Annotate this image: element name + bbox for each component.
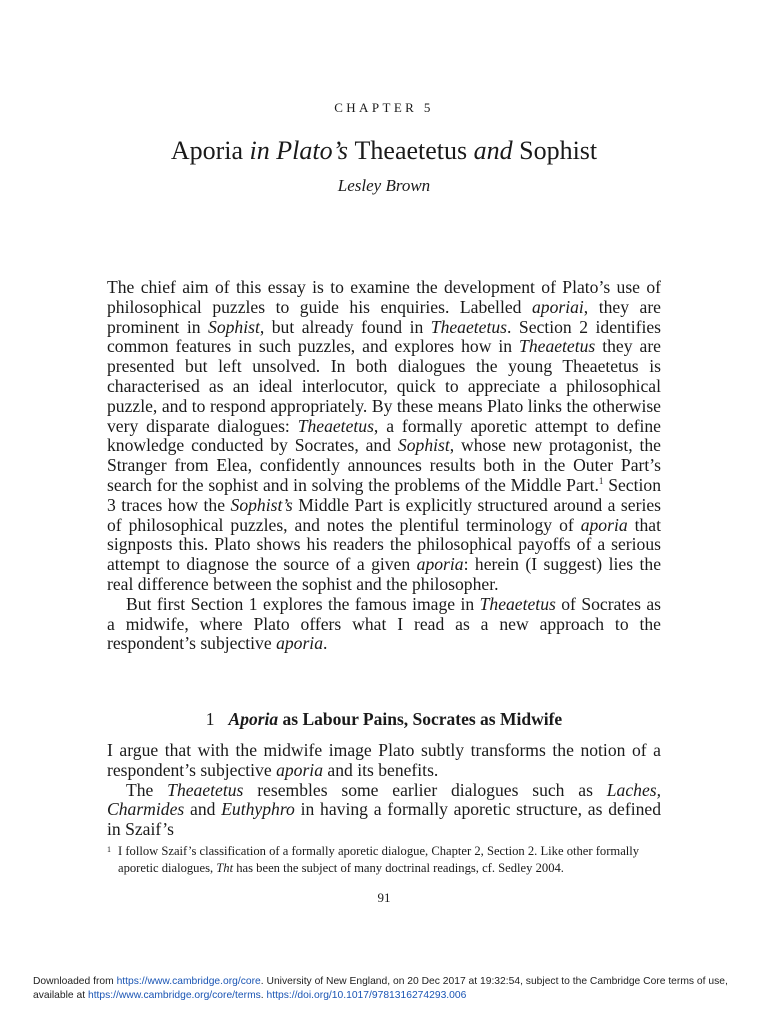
title-part-in-platos: in Plato’s [243,136,355,165]
footnote [107,843,661,877]
chapter-label: CHAPTER 5 [334,100,434,115]
section-1-heading [0,709,768,730]
section-1-paragraph-2: The Theaetetus resembles some earlier dialogues such as Laches, Charmides and Euthyphro in having a formally aporetic structure, as defined in Szaif’s [107,779,661,840]
title-part-theaetetus: Theaetetus [354,136,468,165]
section-number: 1 [205,709,215,729]
intro-section [107,278,661,654]
intro-paragraph-1: The chief aim of this essay is to examine the development of Plato’s use of philosophical puzzles to guide his enquiries. Labelled aporiai, they are prominent in Sophist, but already found in Theaetetus. Section 2 identifies common features in such puzzles, and explores how in Theaetetus they are presented but left unsolved. In both dialogues the young Theaetetus is characterised as an ideal interlocutor, quick to appreciate a philosophical puzzle, and to respond appropriately. By these means Plato links the otherwise very disparate dialogues: Theaetetus, a formally aporetic attempt to define knowledge conducted by Socrates, and Sophist, whose new protagonist, the Stranger from Elea, confidently announces results both in the Outer Part’s search for the sophist and in solving the problems of the Middle Part.$^1$ Section 3 traces how the Sophist’s Middle Part is explicitly structured around a series of philosophical puzzles, and notes the plentiful terminology of aporia that signposts this. Plato shows his readers the philosophical payoffs of a serious attempt to diagnose the source of a given aporia: herein (I suggest) lies the real difference between the sophist and the philosopher. [107,277,662,594]
doi-link[interactable]: https://doi.org/10.1017/9781316274293.006 [266,990,467,1001]
title-part-aporia: Aporia [170,136,244,165]
footnote-text: I follow Szaif’s classification of a formally aporetic dialogue, Chapter 2, Section 2. Like other formally aporetic dialogues, Tht has been the subject of many doctrinal readings, cf. Sedley 2004. [118,844,640,875]
section-1-paragraph-1: I argue that with the midwife image Plato subtly transforms the notion of a respondent’s subjective aporia and its benefits. [107,740,661,780]
cambridge-core-link[interactable]: https://www.cambridge.org/core [116,976,261,987]
title-part-sophist: Sophist [519,136,598,165]
footnote-marker[interactable]: 1 [598,476,604,487]
download-notice: Downloaded from https://www.cambridge.org/core. University of New England, on 20 Dec 2017 at 19:32:54, subject to the Cambridge Core terms of use, available at https://www.cambridge.org/core/terms. https://doi.org/10.1017/9781316274293.006 [33,976,728,1001]
intro-paragraph-2: But first Section 1 explores the famous image in Theaetetus of Socrates as a midwife, where Plato offers what I read as a new approach to the respondent’s subjective aporia. [107,593,661,654]
section-1-body [107,741,661,840]
terms-link[interactable]: https://www.cambridge.org/core/terms [87,990,261,1001]
chapter-title [0,136,768,166]
footnote-number: 1 [107,845,111,854]
section-heading-italic: Aporia [228,709,279,729]
page-number: 91 [377,890,391,905]
title-part-and: and [467,136,520,165]
author-name: Lesley Brown [337,176,431,195]
section-heading-rest: as Labour Pains, Socrates as Midwife [278,709,563,729]
